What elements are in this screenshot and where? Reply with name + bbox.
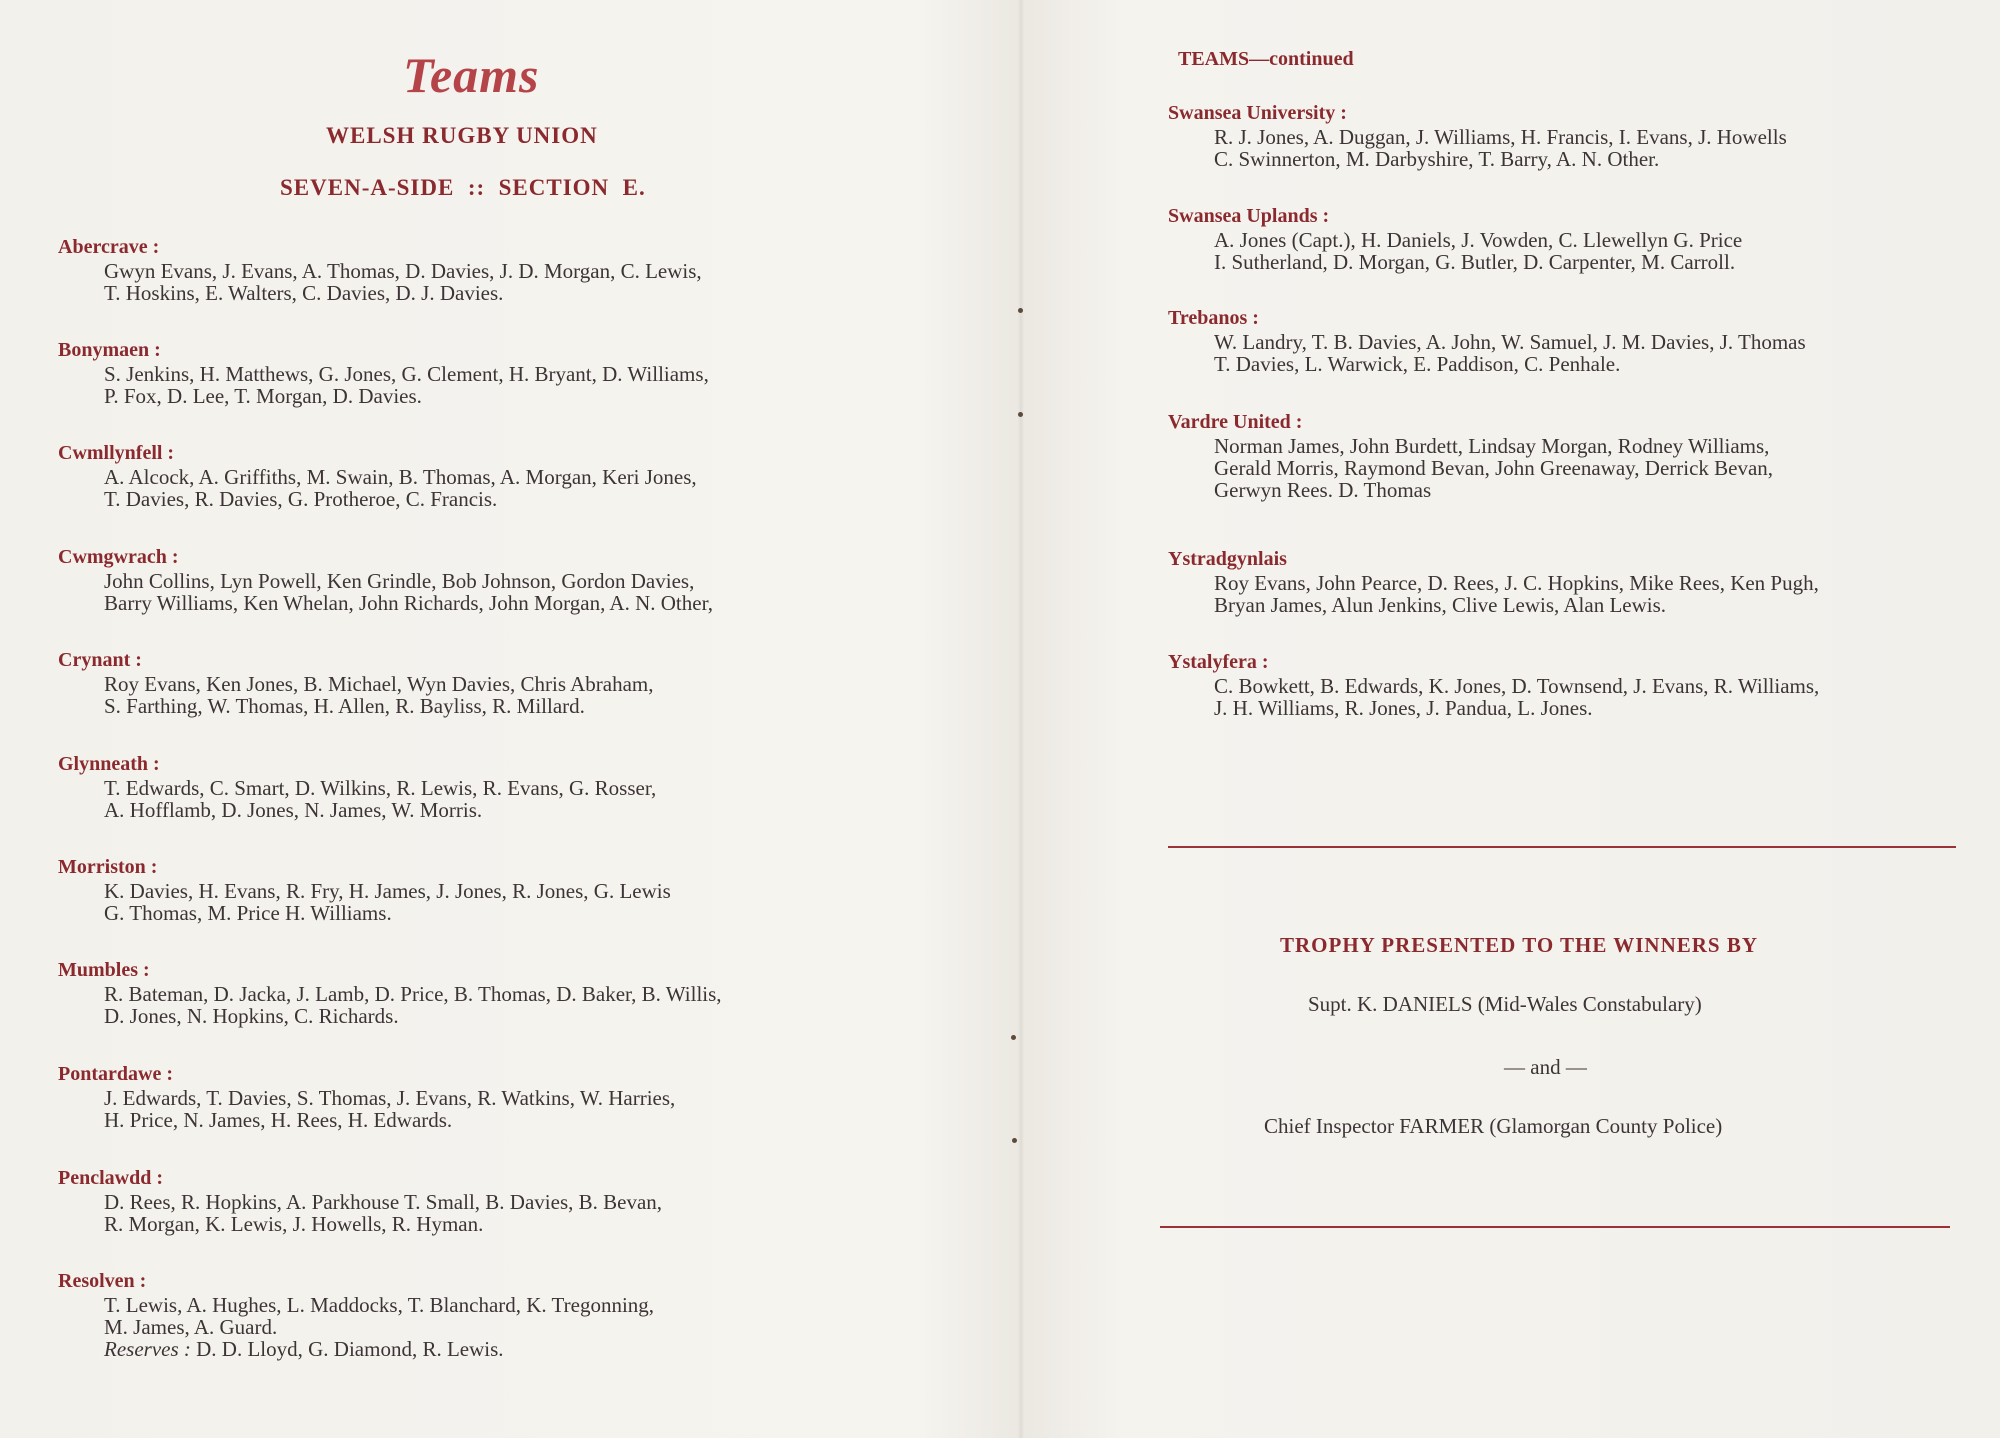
player-line: M. James, A. Guard. (104, 1315, 278, 1339)
player-line: T. Davies, R. Davies, G. Protheroe, C. Francis. (104, 487, 498, 511)
player-list (104, 1294, 870, 1360)
team-entry (58, 959, 870, 1027)
player-line: Roy Evans, John Pearce, D. Rees, J. C. Hopkins, Mike Rees, Ken Pugh, (1214, 571, 1819, 595)
player-line: W. Landry, T. B. Davies, A. John, W. Samuel, J. M. Davies, J. Thomas (1214, 330, 1806, 354)
player-list (1214, 675, 1968, 719)
reserves-label: Reserves : (104, 1337, 191, 1361)
team-entry (1168, 548, 1968, 616)
team-entry (1168, 411, 1968, 501)
player-line: Gwyn Evans, J. Evans, A. Thomas, D. Davies, J. D. Morgan, C. Lewis, (104, 259, 702, 283)
staple-mark (1011, 1035, 1016, 1040)
player-list (104, 1191, 870, 1235)
team-name: Glynneath : (58, 753, 160, 775)
player-list (104, 466, 870, 510)
player-list (1214, 331, 1968, 375)
team-entry (1168, 205, 1968, 273)
player-list (104, 570, 870, 614)
player-line: I. Sutherland, D. Morgan, G. Butler, D. Carpenter, M. Carroll. (1214, 250, 1736, 274)
team-name: Swansea University : (1168, 102, 1347, 124)
team-name: Mumbles : (58, 959, 150, 981)
team-entry (58, 1167, 870, 1235)
player-line: J. H. Williams, R. Jones, J. Pandua, L. Jones. (1214, 696, 1593, 720)
team-name: Ystradgynlais (1168, 548, 1287, 570)
player-line: Barry Williams, Ken Whelan, John Richards, John Morgan, A. N. Other, (104, 591, 713, 615)
player-line: T. Lewis, A. Hughes, L. Maddocks, T. Blanchard, K. Tregonning, (104, 1293, 655, 1317)
divider-rule (1168, 846, 1956, 848)
staple-mark (1012, 1138, 1017, 1143)
player-line: Norman James, John Burdett, Lindsay Morgan, Rodney Williams, (1214, 434, 1770, 458)
team-name: Abercrave : (58, 236, 160, 258)
player-line: J. Edwards, T. Davies, S. Thomas, J. Evans, R. Watkins, W. Harries, (104, 1086, 676, 1110)
player-line: S. Jenkins, H. Matthews, G. Jones, G. Clement, H. Bryant, D. Williams, (104, 362, 709, 386)
player-line: T. Edwards, C. Smart, D. Wilkins, R. Lewis, R. Evans, G. Rosser, (104, 776, 657, 800)
team-name: Cwmllynfell : (58, 442, 175, 464)
team-entry (58, 546, 870, 614)
presenter-line: Chief Inspector FARMER (Glamorgan County Police) (1264, 1114, 1723, 1138)
player-list (104, 983, 870, 1027)
player-line: R. J. Jones, A. Duggan, J. Williams, H. Francis, I. Evans, J. Howells (1214, 125, 1787, 149)
continued-heading: TEAMS—continued (1178, 48, 1354, 70)
divider-rule (1160, 1226, 1950, 1228)
player-list (104, 363, 870, 407)
team-name: Crynant : (58, 649, 142, 671)
page-title: Teams (403, 47, 540, 103)
team-entry (1168, 307, 1968, 375)
staple-mark (1018, 308, 1023, 313)
team-entry (58, 649, 870, 717)
team-entry (58, 753, 870, 821)
player-line: G. Thomas, M. Price H. Williams. (104, 901, 392, 925)
team-name: Penclawdd : (58, 1167, 163, 1189)
team-name: Resolven : (58, 1270, 147, 1292)
player-line: P. Fox, D. Lee, T. Morgan, D. Davies. (104, 384, 422, 408)
player-line: D. Jones, N. Hopkins, C. Richards. (104, 1004, 399, 1028)
page-fold (1018, 0, 1024, 1438)
player-line: C. Bowkett, B. Edwards, K. Jones, D. Townsend, J. Evans, R. Williams, (1214, 674, 1820, 698)
team-entry (1168, 102, 1968, 170)
player-list (1214, 126, 1968, 170)
player-line: Gerwyn Rees. D. Thomas (1214, 478, 1432, 502)
presenter-line: Supt. K. DANIELS (Mid-Wales Constabulary) (1308, 992, 1702, 1016)
team-entry (58, 1270, 870, 1360)
player-line: Roy Evans, Ken Jones, B. Michael, Wyn Davies, Chris Abraham, (104, 672, 654, 696)
player-line: A. Hofflamb, D. Jones, N. James, W. Morris. (104, 798, 483, 822)
player-line: K. Davies, H. Evans, R. Fry, H. James, J. Jones, R. Jones, G. Lewis (104, 879, 671, 903)
reserves-line (104, 1338, 870, 1360)
player-list (1214, 435, 1968, 501)
player-list (104, 880, 870, 924)
section-heading: SEVEN-A-SIDE :: SECTION E. (280, 175, 646, 200)
team-entry (58, 442, 870, 510)
player-line: John Collins, Lyn Powell, Ken Grindle, Bob Johnson, Gordon Davies, (104, 569, 695, 593)
organisation-heading: WELSH RUGBY UNION (326, 123, 598, 148)
player-line: C. Swinnerton, M. Darbyshire, T. Barry, A. N. Other. (1214, 147, 1660, 171)
player-line: Gerald Morris, Raymond Bevan, John Greenaway, Derrick Bevan, (1214, 456, 1774, 480)
right-page (1168, 0, 1968, 1438)
player-list (1214, 229, 1968, 273)
player-line: T. Davies, L. Warwick, E. Paddison, C. Penhale. (1214, 352, 1621, 376)
team-entry (58, 1063, 870, 1131)
left-page (58, 0, 870, 1438)
player-line: Bryan James, Alun Jenkins, Clive Lewis, Alan Lewis. (1214, 593, 1667, 617)
player-line: T. Hoskins, E. Walters, C. Davies, D. J. Davies. (104, 281, 504, 305)
player-list (1214, 572, 1968, 616)
team-name: Cwmgwrach : (58, 546, 179, 568)
player-line: R. Morgan, K. Lewis, J. Howells, R. Hyman. (104, 1212, 484, 1236)
team-entry (58, 339, 870, 407)
player-list (104, 777, 870, 821)
conjunction-line: — and — (1504, 1055, 1587, 1079)
player-line: A. Alcock, A. Griffiths, M. Swain, B. Thomas, A. Morgan, Keri Jones, (104, 465, 697, 489)
player-line: D. Rees, R. Hopkins, A. Parkhouse T. Small, B. Davies, B. Bevan, (104, 1190, 663, 1214)
team-name: Ystalyfera : (1168, 651, 1269, 673)
team-entry (1168, 651, 1968, 719)
player-list (104, 1087, 870, 1131)
team-name: Vardre United : (1168, 411, 1303, 433)
team-name: Pontardawe : (58, 1063, 173, 1085)
team-name: Swansea Uplands : (1168, 205, 1330, 227)
player-line: S. Farthing, W. Thomas, H. Allen, R. Bayliss, R. Millard. (104, 694, 585, 718)
player-list (104, 673, 870, 717)
team-name: Morriston : (58, 856, 158, 878)
team-entry (58, 236, 870, 304)
player-list (104, 260, 870, 304)
player-line: R. Bateman, D. Jacka, J. Lamb, D. Price, B. Thomas, D. Baker, B. Willis, (104, 982, 722, 1006)
player-line: H. Price, N. James, H. Rees, H. Edwards. (104, 1108, 453, 1132)
reserves-names: D. D. Lloyd, G. Diamond, R. Lewis. (190, 1337, 504, 1361)
staple-mark (1018, 412, 1023, 417)
player-line: A. Jones (Capt.), H. Daniels, J. Vowden, C. Llewellyn G. Price (1214, 228, 1743, 252)
team-name: Trebanos : (1168, 307, 1259, 329)
team-name: Bonymaen : (58, 339, 161, 361)
team-entry (58, 856, 870, 924)
trophy-heading: TROPHY PRESENTED TO THE WINNERS BY (1280, 933, 1759, 957)
